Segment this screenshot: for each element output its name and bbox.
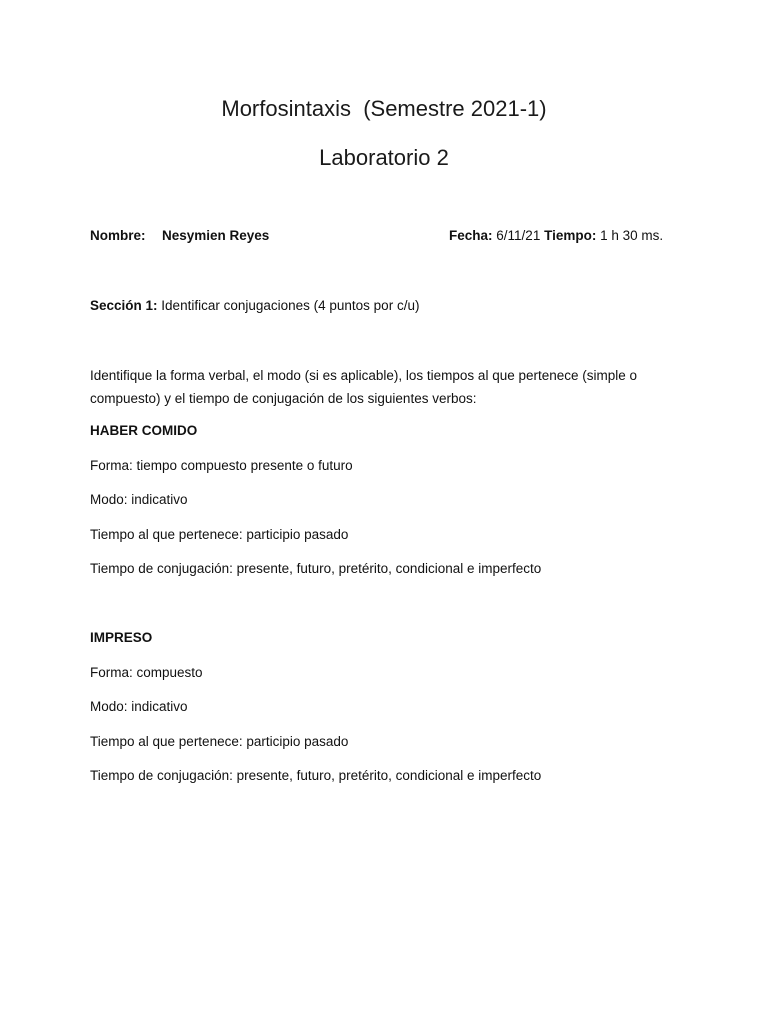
section-heading — [90, 297, 419, 315]
verb-tiempo-pertenece: Tiempo al que pertenece: participio pasado — [90, 734, 349, 749]
verb-tiempo-conjugacion: Tiempo de conjugación: presente, futuro, pretérito, condicional e imperfecto — [90, 768, 542, 783]
tiempo-value: 1 h 30 ms. — [600, 228, 664, 243]
verb-modo: Modo: indicativo — [90, 699, 188, 714]
verb-tiempo-conjugacion: Tiempo de conjugación: presente, futuro, pretérito, condicional e imperfecto — [90, 561, 542, 576]
fecha-label: Fecha: — [449, 228, 493, 243]
section-label: Sección 1: — [90, 298, 158, 313]
fecha-block — [449, 228, 663, 243]
fecha-value: 6/11/21 — [496, 228, 541, 243]
verb-heading: IMPRESO — [90, 630, 153, 645]
info-row — [90, 228, 690, 246]
document-title: Morfosintaxis (Semestre 2021-1) — [221, 96, 547, 121]
tiempo-label: Tiempo: — [544, 228, 597, 243]
document-subtitle: Laboratorio 2 — [319, 145, 449, 170]
verb-tiempo-pertenece: Tiempo al que pertenece: participio pasado — [90, 527, 349, 542]
instructions-paragraph: Identifique la forma verbal, el modo (si es aplicable), los tiempos al que pertenece (simple o compuesto) y el tiempo de conjugación de los siguientes verbos: — [90, 368, 638, 406]
verb-heading: HABER COMIDO — [90, 423, 198, 438]
verb-forma: Forma: tiempo compuesto presente o futuro — [90, 458, 353, 473]
nombre-label: Nombre: — [90, 228, 146, 243]
nombre-value: Nesymien Reyes — [162, 228, 270, 243]
section-text: Identificar conjugaciones (4 puntos por c/u) — [161, 298, 420, 313]
verb-forma: Forma: compuesto — [90, 665, 203, 680]
verb-modo: Modo: indicativo — [90, 492, 188, 507]
